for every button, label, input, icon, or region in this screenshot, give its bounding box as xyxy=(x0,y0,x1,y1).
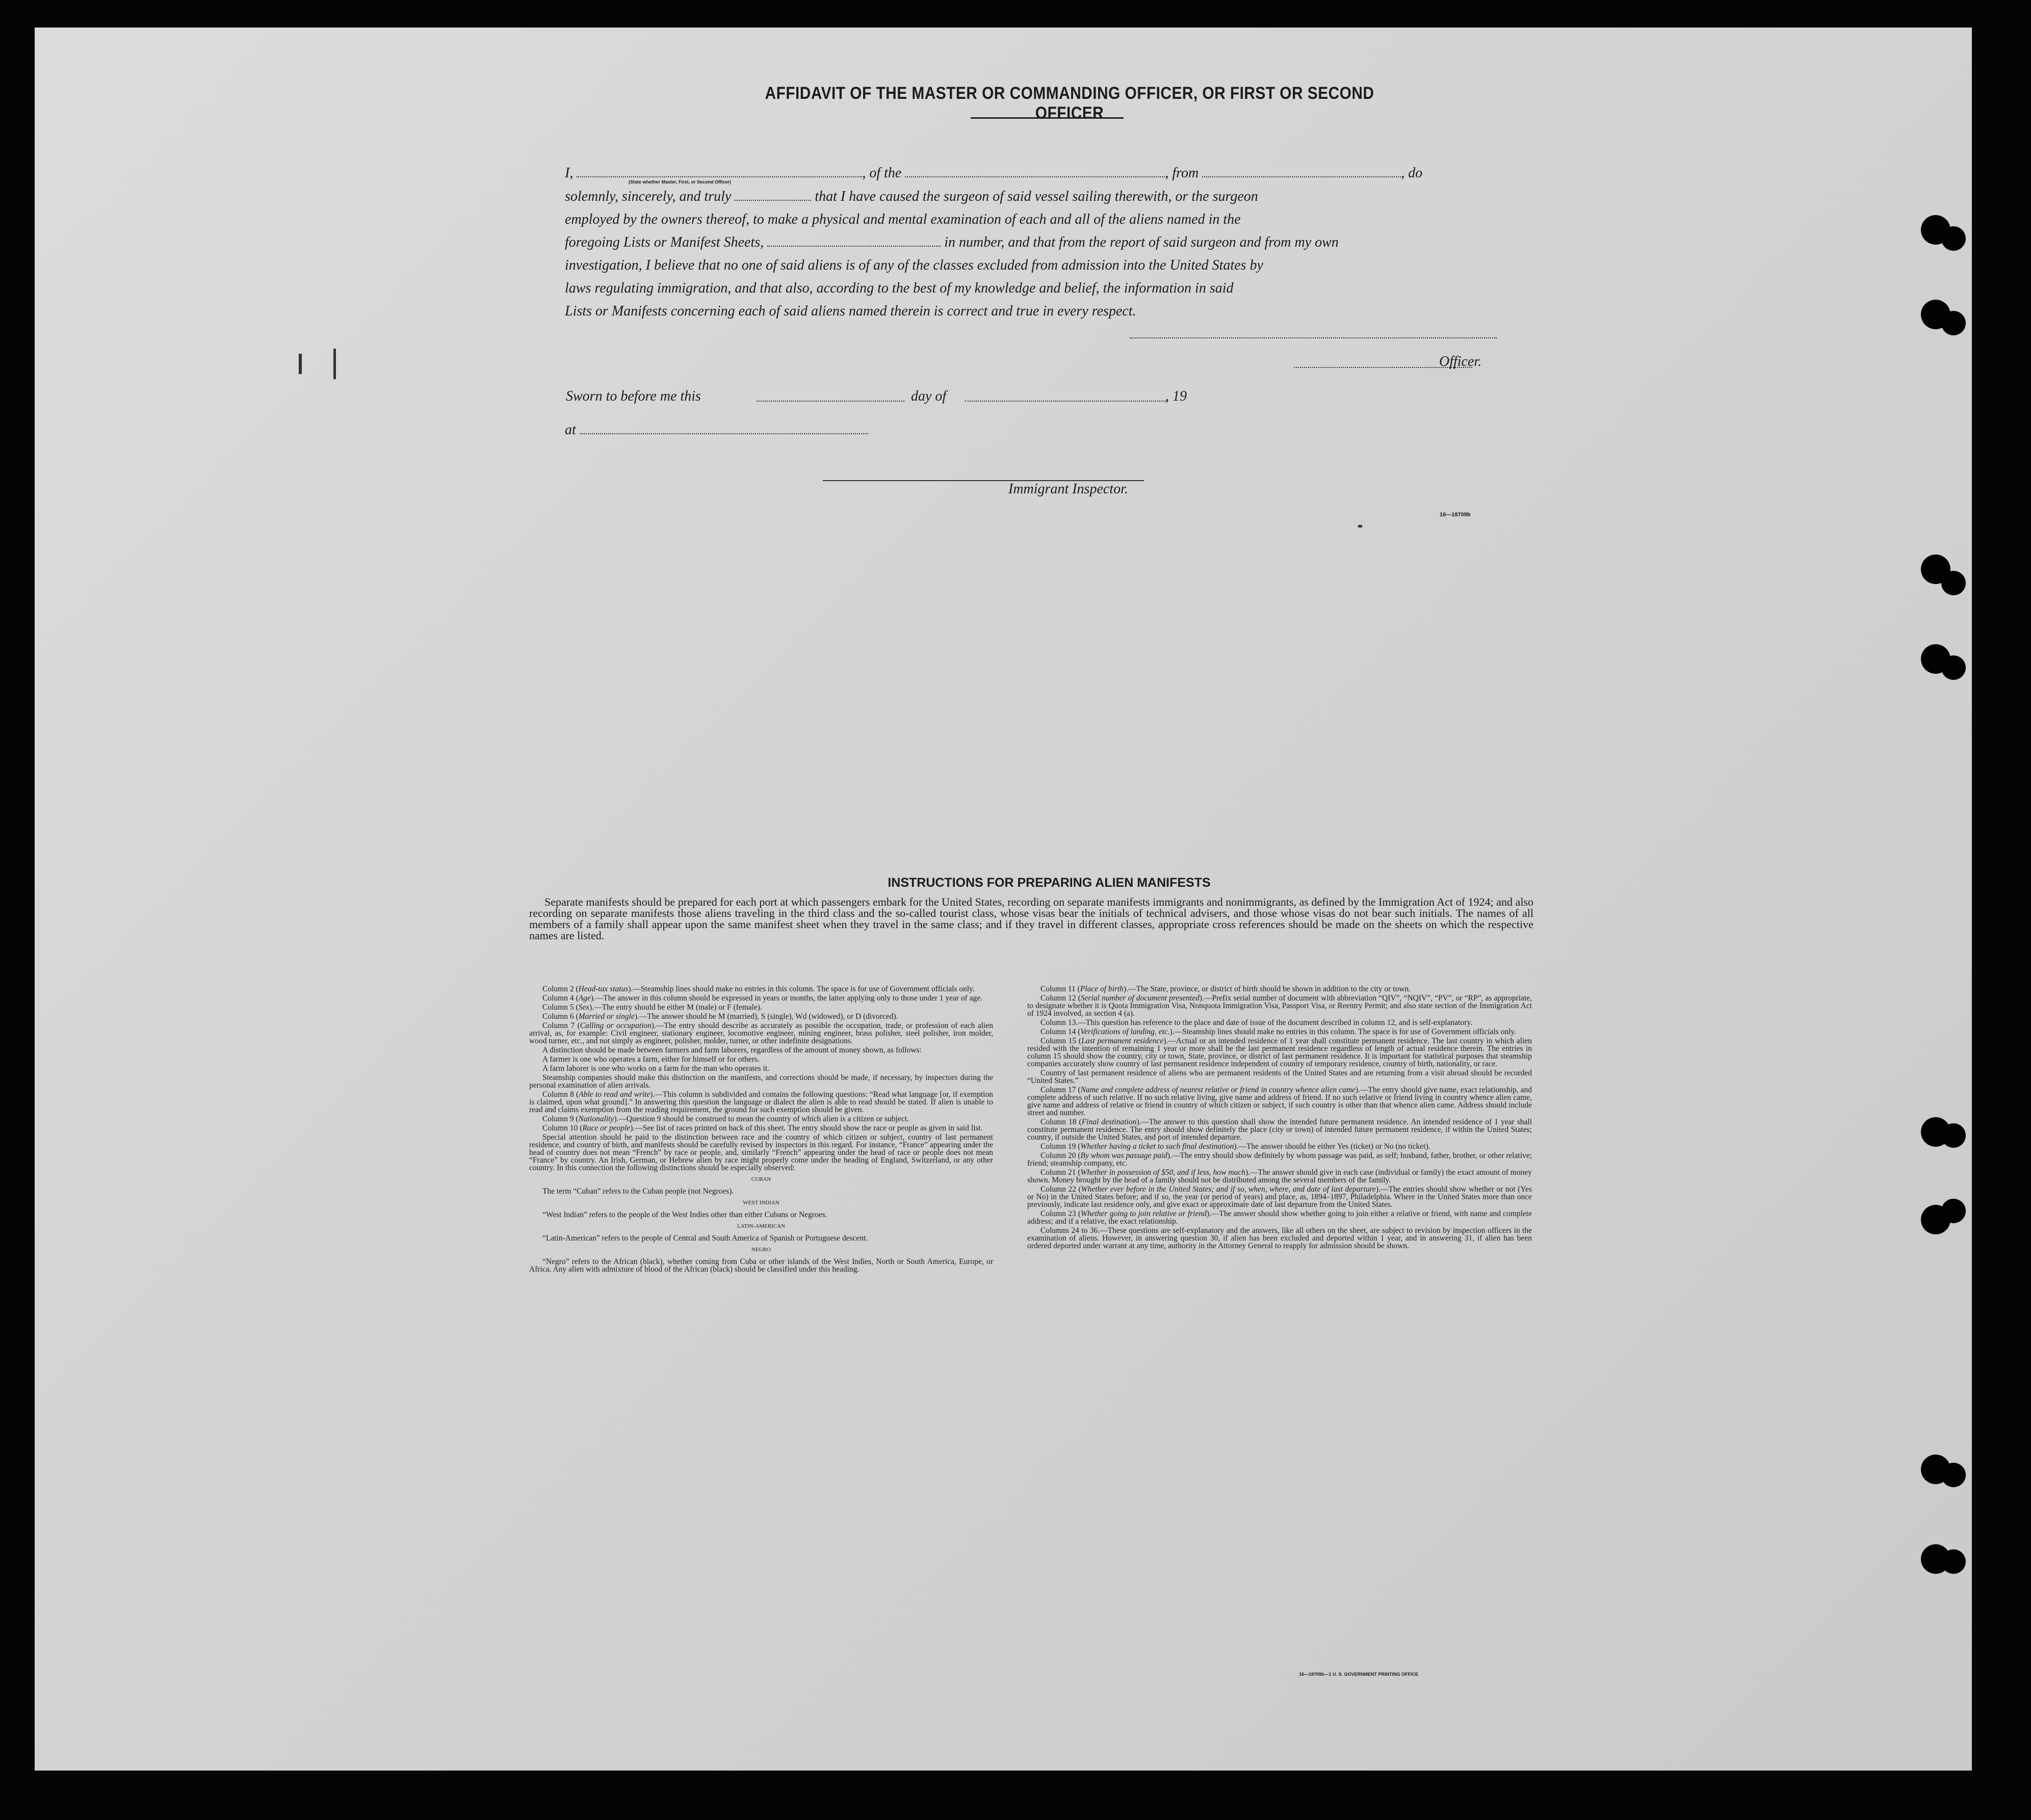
column-7-instruction: Column 7 (Calling or occupation).—The entry should describe as accurately as possible the occupation, trade, or profession of each alien arrival, as, for example: Civil engineer, stationary engineer, locomotive engineer, mining engineer, brass polisher, steel polisher, iron molder, wood turner, etc., and not simply as engineer, polisher, molder, turner, or other indefinite designations. xyxy=(529,1021,993,1045)
year-label: , 19 xyxy=(1165,388,1187,404)
at-label: at xyxy=(565,422,576,438)
punch-hole xyxy=(1941,1199,1966,1223)
west-indian-heading: WEST INDIAN xyxy=(743,1200,779,1206)
column-23-instruction: Column 23 (Whether going to join relative or friend).—The answer should show whether going to join either a relative or friend, with name and complete address; and if a relative, the exact relationship. xyxy=(1027,1209,1532,1226)
negro-heading: NEGRO xyxy=(751,1247,771,1253)
punch-hole xyxy=(1941,1463,1966,1487)
oath-field[interactable] xyxy=(735,190,811,201)
column-20-instruction: Column 20 (By whom was passage paid).—The entry should show definitely by whom passage was paid, as self; husband, father, brother, or other relative; friend; steamship company, etc. xyxy=(1027,1151,1532,1168)
column-11-instruction: Column 11 (Place of birth).—The State, province, or district of birth should be shown in addition to the city or town. xyxy=(1040,985,1411,993)
cuban-paragraph: The term “Cuban” refers to the Cuban people (not Negroes). xyxy=(542,1187,734,1196)
punch-hole xyxy=(1941,311,1966,335)
affidavit-text: , of the xyxy=(862,165,902,181)
officer-label: Officer. xyxy=(1439,354,1482,370)
farmer-paragraph: A farmer is one who operates a farm, either for himself or for others. xyxy=(542,1055,760,1064)
punch-hole xyxy=(1941,1549,1966,1574)
inspector-label: Immigrant Inspector. xyxy=(1008,481,1128,497)
column-10-instruction: Column 10 (Race or people).—See list of races printed on back of this sheet. The entry should show the race or people as given in said list. xyxy=(542,1124,983,1132)
affidavit-text: in number, and that from the report of said surgeon and from my own xyxy=(944,234,1339,250)
special-attention-paragraph: Special attention should be paid to the distinction between race and the country of which citizen or subject, country of last permanent residence, and country of birth, and manifests should be carefully revised by inspectors in this regard. For instance, “France” appearing under the head of country does not mean “French” by race or people, and, similarly “French” appearing under the head of race or people does not mean “France” by country. An Irish, German, or Hebrew alien by race might properly come under the heading of England, Switzerland, or any other country. In this connection the following distinctions should be especially observed: xyxy=(529,1133,993,1172)
affidavit-text: solemnly, sincerely, and truly xyxy=(565,189,732,204)
affidavit-title: AFFIDAVIT OF THE MASTER OR COMMANDING OFFICER, OR FIRST OR SECOND OFFICER xyxy=(765,84,1374,123)
affidavit-line-6: laws regulating immigration, and that also, according to the best of my knowledge and belief, the information in said xyxy=(565,280,1234,296)
column-6-instruction: Column 6 (Married or single).—The answer should be M (married), S (single), Wd (widowed), or D (divorced). xyxy=(542,1012,898,1021)
sworn-month-field[interactable] xyxy=(965,401,1166,402)
instructions-title: INSTRUCTIONS FOR PREPARING ALIEN MANIFESTS xyxy=(888,876,1211,890)
column-2-instruction: Column 2 (Head-tax status).—Steamship lines should make no entries in this column. The space is for use of Government officials only. xyxy=(542,985,975,993)
country-residence-paragraph: Country of last permanent residence of aliens who are permanent residents of the United States and are returning from a visit abroad should be recorded “United States.” xyxy=(1027,1069,1532,1085)
column-17-instruction: Column 17 (Name and complete address of nearest relative or friend in country whence alien came).—The entry should give name, exact relationship, and complete address of such relative. If no such relative living, give name and address of friend. If no such relative or friend living in country whence alien came, give name and address of relative or friend in country of which citizen or subject, if such country is other than that whence alien came. Address should include street and number. xyxy=(1027,1086,1532,1117)
rank-note: (State whether Master, First, or Second Officer) xyxy=(629,179,732,184)
alien-count-field[interactable] xyxy=(767,235,941,247)
sworn-label: Sworn to before me this xyxy=(566,388,701,404)
west-indian-paragraph: “West Indian” refers to the people of the West Indies other than either Cubans or Negroes. xyxy=(542,1210,827,1219)
column-5-instruction: Column 5 (Sex).—The entry should be either M (male) or F (female). xyxy=(542,1003,762,1012)
affidavit-text: , from xyxy=(1165,165,1199,181)
scan-mark xyxy=(1358,525,1362,527)
affidavit-line-2 xyxy=(565,189,1531,205)
column-12-instruction: Column 12 (Serial number of document presented).—Prefix serial number of document with abbreviation “QIV”, “NQIV”, “PV”, or “RP”, as appropriate, to designate whether it is Quota Immigration Visa, Nonquota Immigration Visa, Passport Visa, or Reentry Permit; and also state section of the Immigration Act of 1924 involved, as section 4 (a). xyxy=(1027,994,1532,1018)
place-field[interactable] xyxy=(580,433,868,434)
scan-mark xyxy=(333,349,336,379)
affidavit-text: , do xyxy=(1401,165,1423,181)
affidavit-text: I, xyxy=(565,165,574,181)
sworn-day-field[interactable] xyxy=(757,401,904,402)
affidavit-text: that I have caused the surgeon of said vessel sailing therewith, or the surgeon xyxy=(815,189,1258,204)
instructions-right-column xyxy=(1027,985,1532,1251)
affidavit-line-5: investigation, I believe that no one of said aliens is of any of the classes excluded from admission into the United States by xyxy=(565,257,1263,273)
cuban-heading: CUBAN xyxy=(751,1176,771,1182)
affidavit-line-4 xyxy=(565,234,1531,251)
port-from-field[interactable] xyxy=(1202,166,1401,177)
column-4-instruction: Column 4 (Age).—The answer in this column should be expressed in years or months, the latter applying only to those under 1 year of age. xyxy=(542,994,983,1003)
punch-hole xyxy=(1941,571,1966,595)
latin-american-heading: LATIN-AMERICAN xyxy=(737,1223,786,1229)
distinction-paragraph: A distinction should be made between farmers and farm laborers, regardless of the amount of money shown, as follows: xyxy=(542,1046,922,1054)
manifest-sheet xyxy=(35,28,1972,1771)
column-8-instruction: Column 8 (Able to read and write).—This column is subdivided and contains the following questions: “Read what language [or, if exemption is claimed, upon what ground].” In answering this question the language or dialect the alien is able to read should be stated. If alien is unable to read and claims exemption from the reading requirement, the ground for such exemption should be given. xyxy=(529,1090,993,1114)
affidavit-text: foregoing Lists or Manifest Sheets, xyxy=(565,234,764,250)
farm-laborer-paragraph: A farm laborer is one who works on a farm for the man who operates it. xyxy=(542,1064,770,1073)
negro-paragraph: “Negro” refers to the African (black), whether coming from Cuba or other islands of the West Indies, North or South America, Europe, or Africa. Any alien with admixture of blood of the African (black) should be classified under this heading. xyxy=(529,1257,993,1274)
officer-rank-field[interactable] xyxy=(577,166,862,177)
affidavit-line-7: Lists or Manifests concerning each of said aliens named therein is correct and true in every respect. xyxy=(565,303,1136,319)
column-14-instruction: Column 14 (Verifications of landing, etc.).—Steamship lines should make no entries in this column. The space is for use of Government officials only. xyxy=(1040,1027,1517,1036)
steamship-paragraph: Steamship companies should make this distinction on the manifests, and corrections should be made, if necessary, by inspectors during the personal examination of alien arrivals. xyxy=(529,1073,993,1090)
instructions-intro: Separate manifests should be prepared for each port at which passengers embark for the United States, recording on separate manifests immigrants and nonimmigrants, as defined by the Immigration Act of 1924; and also recording on separate manifests those aliens traveling in the third class and the so-called tourist class, whose visas bear the initials of technical advisers, and those whose visas do not bear such initials. The names of all members of a family shall appear upon the same manifest sheet when they travel in the same class; and if they travel in different classes, appropriate cross references should be made on the sheets on which the respective names are listed. xyxy=(529,895,1533,942)
vessel-name-field[interactable] xyxy=(905,166,1165,177)
punch-hole xyxy=(1941,1123,1966,1148)
column-18-instruction: Column 18 (Final destination).—The answer to this question shall show the intended future permanent residence. An intended residence of 1 year shall constitute permanent residence. The entry should show definitely the place (city or town) of intended future permanent residence, if within the United States; country, if outside the United States, and port of intended departure. xyxy=(1027,1118,1532,1142)
column-13-instruction: Column 13.—This question has reference to the place and date of issue of the document described in column 12, and is self-explanatory. xyxy=(1040,1018,1472,1027)
affidavit-line-3: employed by the owners thereof, to make a physical and mental examination of each and all of the aliens named in the xyxy=(565,212,1241,227)
form-number: 16—18709b xyxy=(1440,512,1471,518)
columns-24-36-instruction: Columns 24 to 36.—These questions are self-explanatory and the answers, like all others on the sheet, are subject to revision by inspection officers in the examination of aliens. However, in answering question 30, if alien has been excluded and deported within 1 year, and in answering 31, if alien has been ordered deported under warrant at any time, authority in the Attorney General to reapply for admission should be shown. xyxy=(1027,1226,1532,1250)
punch-hole xyxy=(1941,655,1966,680)
scan-mark xyxy=(299,354,302,374)
column-21-instruction: Column 21 (Whether in possession of $50, and if less, how much).—The answer should give in each case (individual or family) the exact amount of money shown. Money brought by the head of a family should not be distributed among the several members of the family. xyxy=(1027,1168,1532,1184)
title-rule xyxy=(971,117,1124,119)
column-19-instruction: Column 19 (Whether having a ticket to such final destination).—The answer should be either Yes (ticket) or No (no ticket). xyxy=(1040,1142,1430,1151)
column-22-instruction: Column 22 (Whether ever before in the United States; and if so, when, where, and date of last departure).—The entries should show whether or not (Yes or No) in the United States before; and if so, the year (or period of years) and place, as, 1894–1897, Philadelphia. Where in the United States more than once previously, indicate last residence only, and give exact or approximate date of last departure from the United States. xyxy=(1027,1185,1532,1209)
column-9-instruction: Column 9 (Nationality).—Question 9 should be construed to mean the country of which alien is a citizen or subject. xyxy=(542,1115,909,1123)
punch-hole xyxy=(1941,226,1966,251)
print-footer: 16—18709b—1 U. S. GOVERNMENT PRINTING OFFICE xyxy=(1299,1672,1419,1677)
officer-signature-line[interactable] xyxy=(1130,337,1497,338)
latin-american-paragraph: “Latin-American” refers to the people of Central and South America of Spanish or Portuguese descent. xyxy=(542,1234,868,1243)
column-15-instruction: Column 15 (Last permanent residence).—Actual or an intended residence of 1 year shall constitute permanent residence. The last country in which alien resided with the intention of remaining 1 year or more shall be the last permanent residence regardless of length of actual residence therein. The entries in column 15 should show the country, city or town, State, province, or district of last permanent residence. It is important for statistical purposes that steamship companies accurately show country of last permanent residence independent of country of temporary residence, country of birth, nationality, or race. xyxy=(1027,1037,1532,1068)
instructions-left-column xyxy=(529,985,993,1275)
day-of-label: day of xyxy=(911,388,947,404)
